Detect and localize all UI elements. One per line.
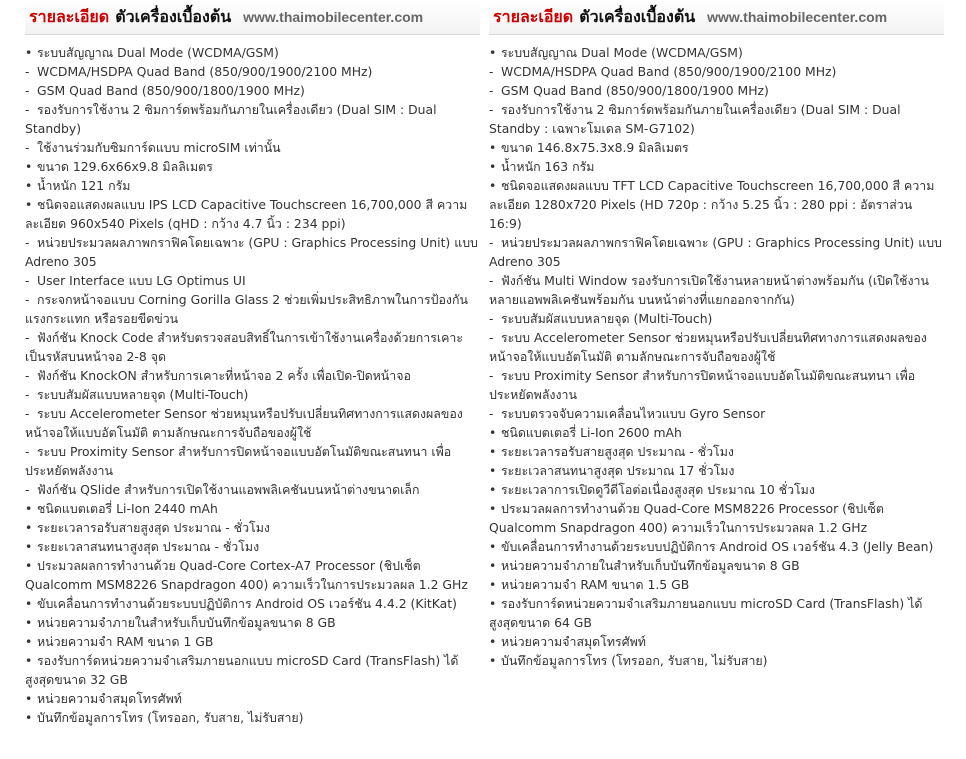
spec-text: ฟังก์ชัน KnockON สำหรับการเคาะที่หน้าจอ 2 ครั้ง เพื่อเปิด-ปิดหน้าจอ [37,368,411,383]
dash-marker: - [25,273,30,288]
spec-item [25,613,480,632]
bullet-icon: • [25,691,33,706]
bullet-icon: • [489,558,497,573]
left-spec-column [25,0,480,727]
dash-marker: - [25,482,30,497]
spec-text: ระบบ Proximity Sensor สำหรับการปิดหน้าจอแบบอัตโนมัติขณะสนทนา เพื่อประหยัดพลังงาน [489,368,916,402]
spec-text: น้ำหนัก 121 กรัม [37,178,131,193]
spec-item [25,689,480,708]
spec-item [489,461,944,480]
bullet-icon: • [489,596,497,611]
spec-text: ระยะเวลาสนทนาสูงสุด ประมาณ 17 ชั่วโมง [501,463,735,478]
dash-marker: - [25,235,30,250]
spec-text: ชนิดจอแสดงผลแบบ TFT LCD Capacitive Touchscreen 16,700,000 สี ความละเอียด 1280x720 Pixels (HD 720p : กว้าง 5.25 นิ้ว : 280 ppi : อัตราส่วน 16:9) [489,178,935,231]
spec-text: ระยะเวลาสนทนาสูงสุด ประมาณ - ชั่วโมง [37,539,260,554]
spec-item [25,537,480,556]
dash-marker: - [25,140,30,155]
bullet-icon: • [25,45,33,60]
dash-marker: - [25,83,30,98]
dash-marker: - [25,387,30,402]
spec-item [25,233,480,271]
spec-text: หน่วยความจำภายในสำหรับเก็บบันทึกข้อมูลขนาด 8 GB [501,558,800,573]
spec-text: GSM Quad Band (850/900/1800/1900 MHz) [37,83,305,98]
spec-text: ฟังก์ชัน Multi Window รองรับการเปิดใช้งานหลายหน้าต่างพร้อมกัน (เปิดใช้งานหลายแอพพลิเคชันพร้อมกัน บนหน้าต่างที่แยกออกจากกัน) [489,273,929,307]
spec-text: ระบบตรวจจับความเคลื่อนไหวแบบ Gyro Sensor [501,406,766,421]
spec-item [489,480,944,499]
spec-item [489,556,944,575]
right-spec-list [489,43,944,670]
spec-item [25,290,480,328]
spec-text: ชนิดแบตเตอรี่ Li-Ion 2440 mAh [37,501,218,516]
spec-text: ระยะเวลารอรับสายสูงสุด ประมาณ - ชั่วโมง [501,444,734,459]
bullet-icon: • [489,482,497,497]
header-title-red: รายละเอียด [493,6,574,26]
spec-item [25,442,480,480]
spec-item [489,43,944,62]
dash-marker: - [25,444,30,459]
bullet-icon: • [25,539,33,554]
spec-text: หน่วยความจำภายในสำหรับเก็บบันทึกข้อมูลขนาด 8 GB [37,615,336,630]
spec-text: ขนาด 146.8x75.3x8.9 มิลลิเมตร [501,140,689,155]
spec-text: ชนิดแบตเตอรี่ Li-Ion 2600 mAh [501,425,682,440]
spec-text: ระบบ Accelerometer Sensor ช่วยหมุนหรือปรับเปลี่ยนทิศทางการแสดงผลของหน้าจอให้แบบอัตโนมัติ ตามลักษณะการจับถือของผู้ใช้ [489,330,927,364]
spec-item [489,271,944,309]
spec-item [25,157,480,176]
dash-marker: - [25,330,30,345]
spec-text: ระบบสัญญาณ Dual Mode (WCDMA/GSM) [501,45,743,60]
bullet-icon: • [25,501,33,516]
bullet-icon: • [489,444,497,459]
dash-marker: - [489,102,494,117]
dash-marker: - [489,311,494,326]
spec-text: รองรับการใช้งาน 2 ซิมการ์ดพร้อมกันภายในเครื่องเดียว (Dual SIM : Dual Standby) [25,102,437,136]
spec-text: ใช้งานร่วมกับซิมการ์ดแบบ microSIM เท่านั้น [37,140,281,155]
spec-text: WCDMA/HSDPA Quad Band (850/900/1900/2100 MHz) [501,64,837,79]
spec-item [25,81,480,100]
spec-item [489,575,944,594]
bullet-icon: • [25,197,33,212]
spec-text: หน่วยประมวลผลภาพกราฟิคโดยเฉพาะ (GPU : Graphics Processing Unit) แบบ Adreno 305 [25,235,478,269]
spec-text: ชนิดจอแสดงผลแบบ IPS LCD Capacitive Touchscreen 16,700,000 สี ความละเอียด 960x540 Pixels (qHD : กว้าง 4.7 นิ้ว : 234 ppi) [25,197,468,231]
bullet-icon: • [25,615,33,630]
spec-item [25,176,480,195]
spec-item [25,708,480,727]
spec-item [489,138,944,157]
spec-text: ฟังก์ชัน QSlide สำหรับการเปิดใช้งานแอพพลิเคชันบนหน้าต่างขนาดเล็ก [37,482,420,497]
dash-marker: - [489,330,494,345]
spec-item [489,100,944,138]
spec-text: ระยะเวลารอรับสายสูงสุด ประมาณ - ชั่วโมง [37,520,270,535]
bullet-icon: • [489,653,497,668]
spec-item [489,442,944,461]
bullet-icon: • [489,178,497,193]
spec-item [25,480,480,499]
left-spec-list [25,43,480,727]
bullet-icon: • [25,520,33,535]
header-title-black: ตัวเครื่องเบื้องต้น [579,6,696,26]
header-title-black: ตัวเครื่องเบื้องต้น [115,6,232,26]
bullet-icon: • [25,178,33,193]
spec-text: รองรับการใช้งาน 2 ซิมการ์ดพร้อมกันภายในเครื่องเดียว (Dual SIM : Dual Standby : เฉพาะโมเดล SM-G7102) [489,102,901,136]
bullet-icon: • [25,710,33,725]
spec-item [489,328,944,366]
bullet-icon: • [25,634,33,649]
spec-item [25,499,480,518]
spec-text: ระยะเวลาการเปิดดูวีดีโอต่อเนื่องสูงสุด ประมาณ 10 ชั่วโมง [501,482,815,497]
spec-text: หน่วยความจำสมุดโทรศัพท์ [501,634,646,649]
dash-marker: - [25,368,30,383]
spec-item [25,62,480,81]
spec-item [489,62,944,81]
spec-item [489,157,944,176]
spec-text: ขนาด 129.6x66x9.8 มิลลิเมตร [37,159,213,174]
bullet-icon: • [25,558,33,573]
spec-item [25,632,480,651]
spec-item [25,195,480,233]
spec-text: ระบบ Proximity Sensor สำหรับการปิดหน้าจอแบบอัตโนมัติขณะสนทนา เพื่อประหยัดพลังงาน [25,444,452,478]
spec-text: หน่วยความจำสมุดโทรศัพท์ [37,691,182,706]
spec-item [489,537,944,556]
bullet-icon: • [489,159,497,174]
dash-marker: - [489,83,494,98]
right-spec-header [489,0,944,35]
header-site: www.thaimobilecenter.com [243,9,424,25]
bullet-icon: • [489,45,497,60]
dash-marker: - [489,235,494,250]
dash-marker: - [25,406,30,421]
spec-text: ขับเคลื่อนการทำงานด้วยระบบปฏิบัติการ Android OS เวอร์ชัน 4.3 (Jelly Bean) [501,539,934,554]
dash-marker: - [489,64,494,79]
spec-item [489,81,944,100]
spec-item [25,271,480,290]
bullet-icon: • [25,653,33,668]
spec-item [489,404,944,423]
spec-text: ประมวลผลการทำงานด้วย Quad-Core Cortex-A7 Processor (ชิปเซ็ต Qualcomm MSM8226 Snapdragon 400) ความเร็วในการประมวลผล 1.2 GHz [25,558,468,592]
spec-item [25,366,480,385]
spec-text: หน่วยประมวลผลภาพกราฟิคโดยเฉพาะ (GPU : Graphics Processing Unit) แบบ Adreno 305 [489,235,942,269]
right-spec-column [489,0,944,670]
spec-text: ระบบ Accelerometer Sensor ช่วยหมุนหรือปรับเปลี่ยนทิศทางการแสดงผลของหน้าจอให้แบบอัตโนมัติ ตามลักษณะการจับถือของผู้ใช้ [25,406,463,440]
bullet-icon: • [489,140,497,155]
dash-marker: - [25,292,30,307]
spec-item [489,499,944,537]
spec-text: หน่วยความจำ RAM ขนาด 1 GB [37,634,214,649]
spec-text: ระบบสัมผัสแบบหลายจุด (Multi-Touch) [501,311,713,326]
bullet-icon: • [25,596,33,611]
spec-item [489,233,944,271]
spec-text: ระบบสัมผัสแบบหลายจุด (Multi-Touch) [37,387,249,402]
spec-item [489,423,944,442]
spec-text: ระบบสัญญาณ Dual Mode (WCDMA/GSM) [37,45,279,60]
spec-text: หน่วยความจำ RAM ขนาด 1.5 GB [501,577,690,592]
spec-item [489,176,944,233]
spec-text: GSM Quad Band (850/900/1800/1900 MHz) [501,83,769,98]
spec-item [25,556,480,594]
spec-text: บันทึกข้อมูลการโทร (โทรออก, รับสาย, ไม่รับสาย) [37,710,304,725]
dash-marker: - [489,273,494,288]
bullet-icon: • [489,539,497,554]
spec-item [25,385,480,404]
spec-text: ประมวลผลการทำงานด้วย Quad-Core MSM8226 Processor (ชิปเซ็ต Qualcomm Snapdragon 400) ความเร็วในการประมวลผล 1.2 GHz [489,501,884,535]
spec-text: รองรับการ์ดหน่วยความจำเสริมภายนอกแบบ microSD Card (TransFlash) ได้สูงสุดขนาด 32 GB [25,653,459,687]
spec-text: กระจกหน้าจอแบบ Corning Gorilla Glass 2 ช่วยเพิ่มประสิทธิภาพในการป้องกันแรงกระแทก หรือรอยขีดข่วน [25,292,468,326]
spec-item [489,366,944,404]
header-site: www.thaimobilecenter.com [707,9,888,25]
spec-item [489,594,944,632]
spec-item [25,518,480,537]
spec-text: น้ำหนัก 163 กรัม [501,159,595,174]
spec-item [489,309,944,328]
spec-item [489,632,944,651]
dash-marker: - [489,368,494,383]
bullet-icon: • [489,425,497,440]
bullet-icon: • [489,634,497,649]
spec-text: User Interface แบบ LG Optimus UI [37,273,246,288]
dash-marker: - [25,102,30,117]
spec-item [25,404,480,442]
spec-text: ฟังก์ชัน Knock Code สำหรับตรวจสอบสิทธิ์ในการเข้าใช้งานเครื่องด้วยการเคาะเป็นรหัสบนหน้าจอ 2-8 จุด [25,330,464,364]
spec-item [25,43,480,62]
bullet-icon: • [489,463,497,478]
spec-item [25,328,480,366]
bullet-icon: • [489,577,497,592]
bullet-icon: • [25,159,33,174]
spec-text: WCDMA/HSDPA Quad Band (850/900/1900/2100 MHz) [37,64,373,79]
spec-item [25,100,480,138]
header-title-red: รายละเอียด [29,6,110,26]
spec-item [25,651,480,689]
spec-item [489,651,944,670]
spec-text: บันทึกข้อมูลการโทร (โทรออก, รับสาย, ไม่รับสาย) [501,653,768,668]
left-spec-header [25,0,480,35]
dash-marker: - [489,406,494,421]
spec-item [25,138,480,157]
dash-marker: - [25,64,30,79]
spec-text: ขับเคลื่อนการทำงานด้วยระบบปฏิบัติการ Android OS เวอร์ชัน 4.4.2 (KitKat) [37,596,457,611]
spec-item [25,594,480,613]
spec-text: รองรับการ์ดหน่วยความจำเสริมภายนอกแบบ microSD Card (TransFlash) ได้สูงสุดขนาด 64 GB [489,596,923,630]
bullet-icon: • [489,501,497,516]
